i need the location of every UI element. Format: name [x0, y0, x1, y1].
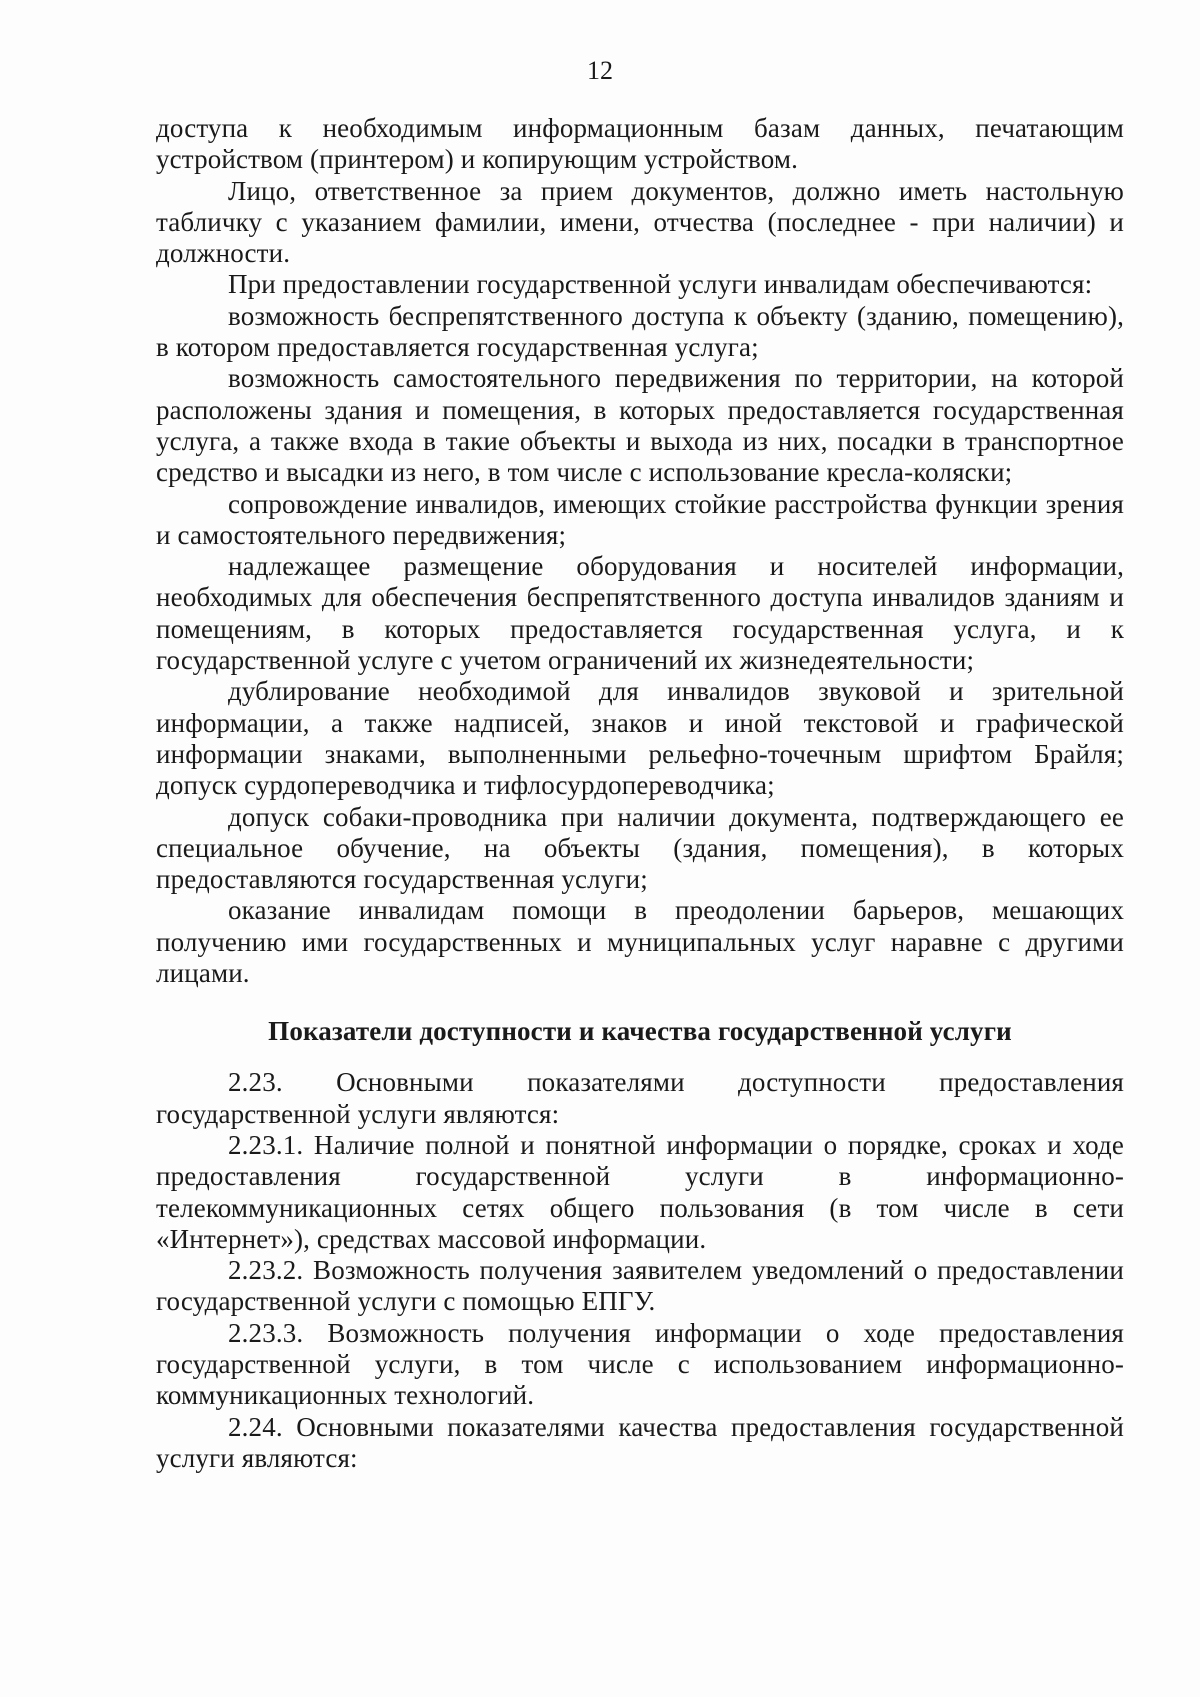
paragraph-2-23: 2.23. Основными показателями доступности предоставления государственной услуги являются:: [156, 1067, 1124, 1129]
paragraph-2-23-2: 2.23.2. Возможность получения заявителем уведомлений о предоставлении государственной услуги с помощью ЕПГУ.: [156, 1255, 1124, 1317]
document-body: [156, 113, 1124, 1474]
paragraph-2-23-1: 2.23.1. Наличие полной и понятной информации о порядке, сроках и ходе предоставления государственной услуги в информационно-телекоммуникационных сетях общего пользования (в том числе в сети «Интернет»), средствах массовой информации.: [156, 1129, 1124, 1254]
paragraph-assistance: оказание инвалидам помощи в преодолении барьеров, мешающих получению ими государственных и муниципальных услуг наравне с другими лицами.: [156, 895, 1124, 989]
paragraph-nameplate: Лицо, ответственное за прием документов, должно иметь настольную табличку с указанием фамилии, имени, отчества (последнее - при наличии) и должности.: [156, 175, 1124, 269]
paragraph-guide-dog: допуск собаки-проводника при наличии документа, подтверждающего ее специальное обучение, на объекты (здания, помещения), в которых предоставляются государственная услуги;: [156, 801, 1124, 895]
paragraph-access-object: возможность беспрепятственного доступа к объекту (зданию, помещению), в котором предоставляется государственная услуга;: [156, 300, 1124, 363]
paragraph-movement: возможность самостоятельного передвижения по территории, на которой расположены здания и помещения, в которых предоставляется государственная услуга, а также входа в такие объекты и выхода из них, посадки в транспортное средство и высадки из него, в том числе с использование кресла-коляски;: [156, 363, 1124, 488]
paragraph-2-23-3: 2.23.3. Возможность получения информации о ходе предоставления государственной услуги, в том числе с использованием информационно-коммуникационных технологий.: [156, 1317, 1124, 1411]
paragraph-escort: сопровождение инвалидов, имеющих стойкие расстройства функции зрения и самостоятельного передвижения;: [156, 488, 1124, 550]
section-heading: Показатели доступности и качества государственной услуги: [268, 1016, 1012, 1047]
paragraph-equipment: надлежащее размещение оборудования и носителей информации, необходимых для обеспечения беспрепятственного доступа инвалидов зданиям и помещениям, в которых предоставляется государственная услуга, и к государственной услуге с учетом ограничений их жизнедеятельности;: [156, 551, 1124, 676]
paragraph-continuation: доступа к необходимым информационным базам данных, печатающим устройством (принтером) и копирующим устройством.: [156, 113, 1124, 175]
paragraph-2-24: 2.24. Основными показателями качества предоставления государственной услуги являются:: [156, 1411, 1124, 1473]
paragraph-braille: дублирование необходимой для инвалидов звуковой и зрительной информации, а также надписей, знаков и иной текстовой и графической информации знаками, выполненными рельефно-точечным шрифтом Брайля; допуск сурдопереводчика и тифлосурдопереводчика;: [156, 676, 1124, 801]
paragraph-disabled-intro: При предоставлении государственной услуги инвалидам обеспечиваются:: [228, 269, 1093, 300]
page-number: 12: [587, 56, 613, 85]
